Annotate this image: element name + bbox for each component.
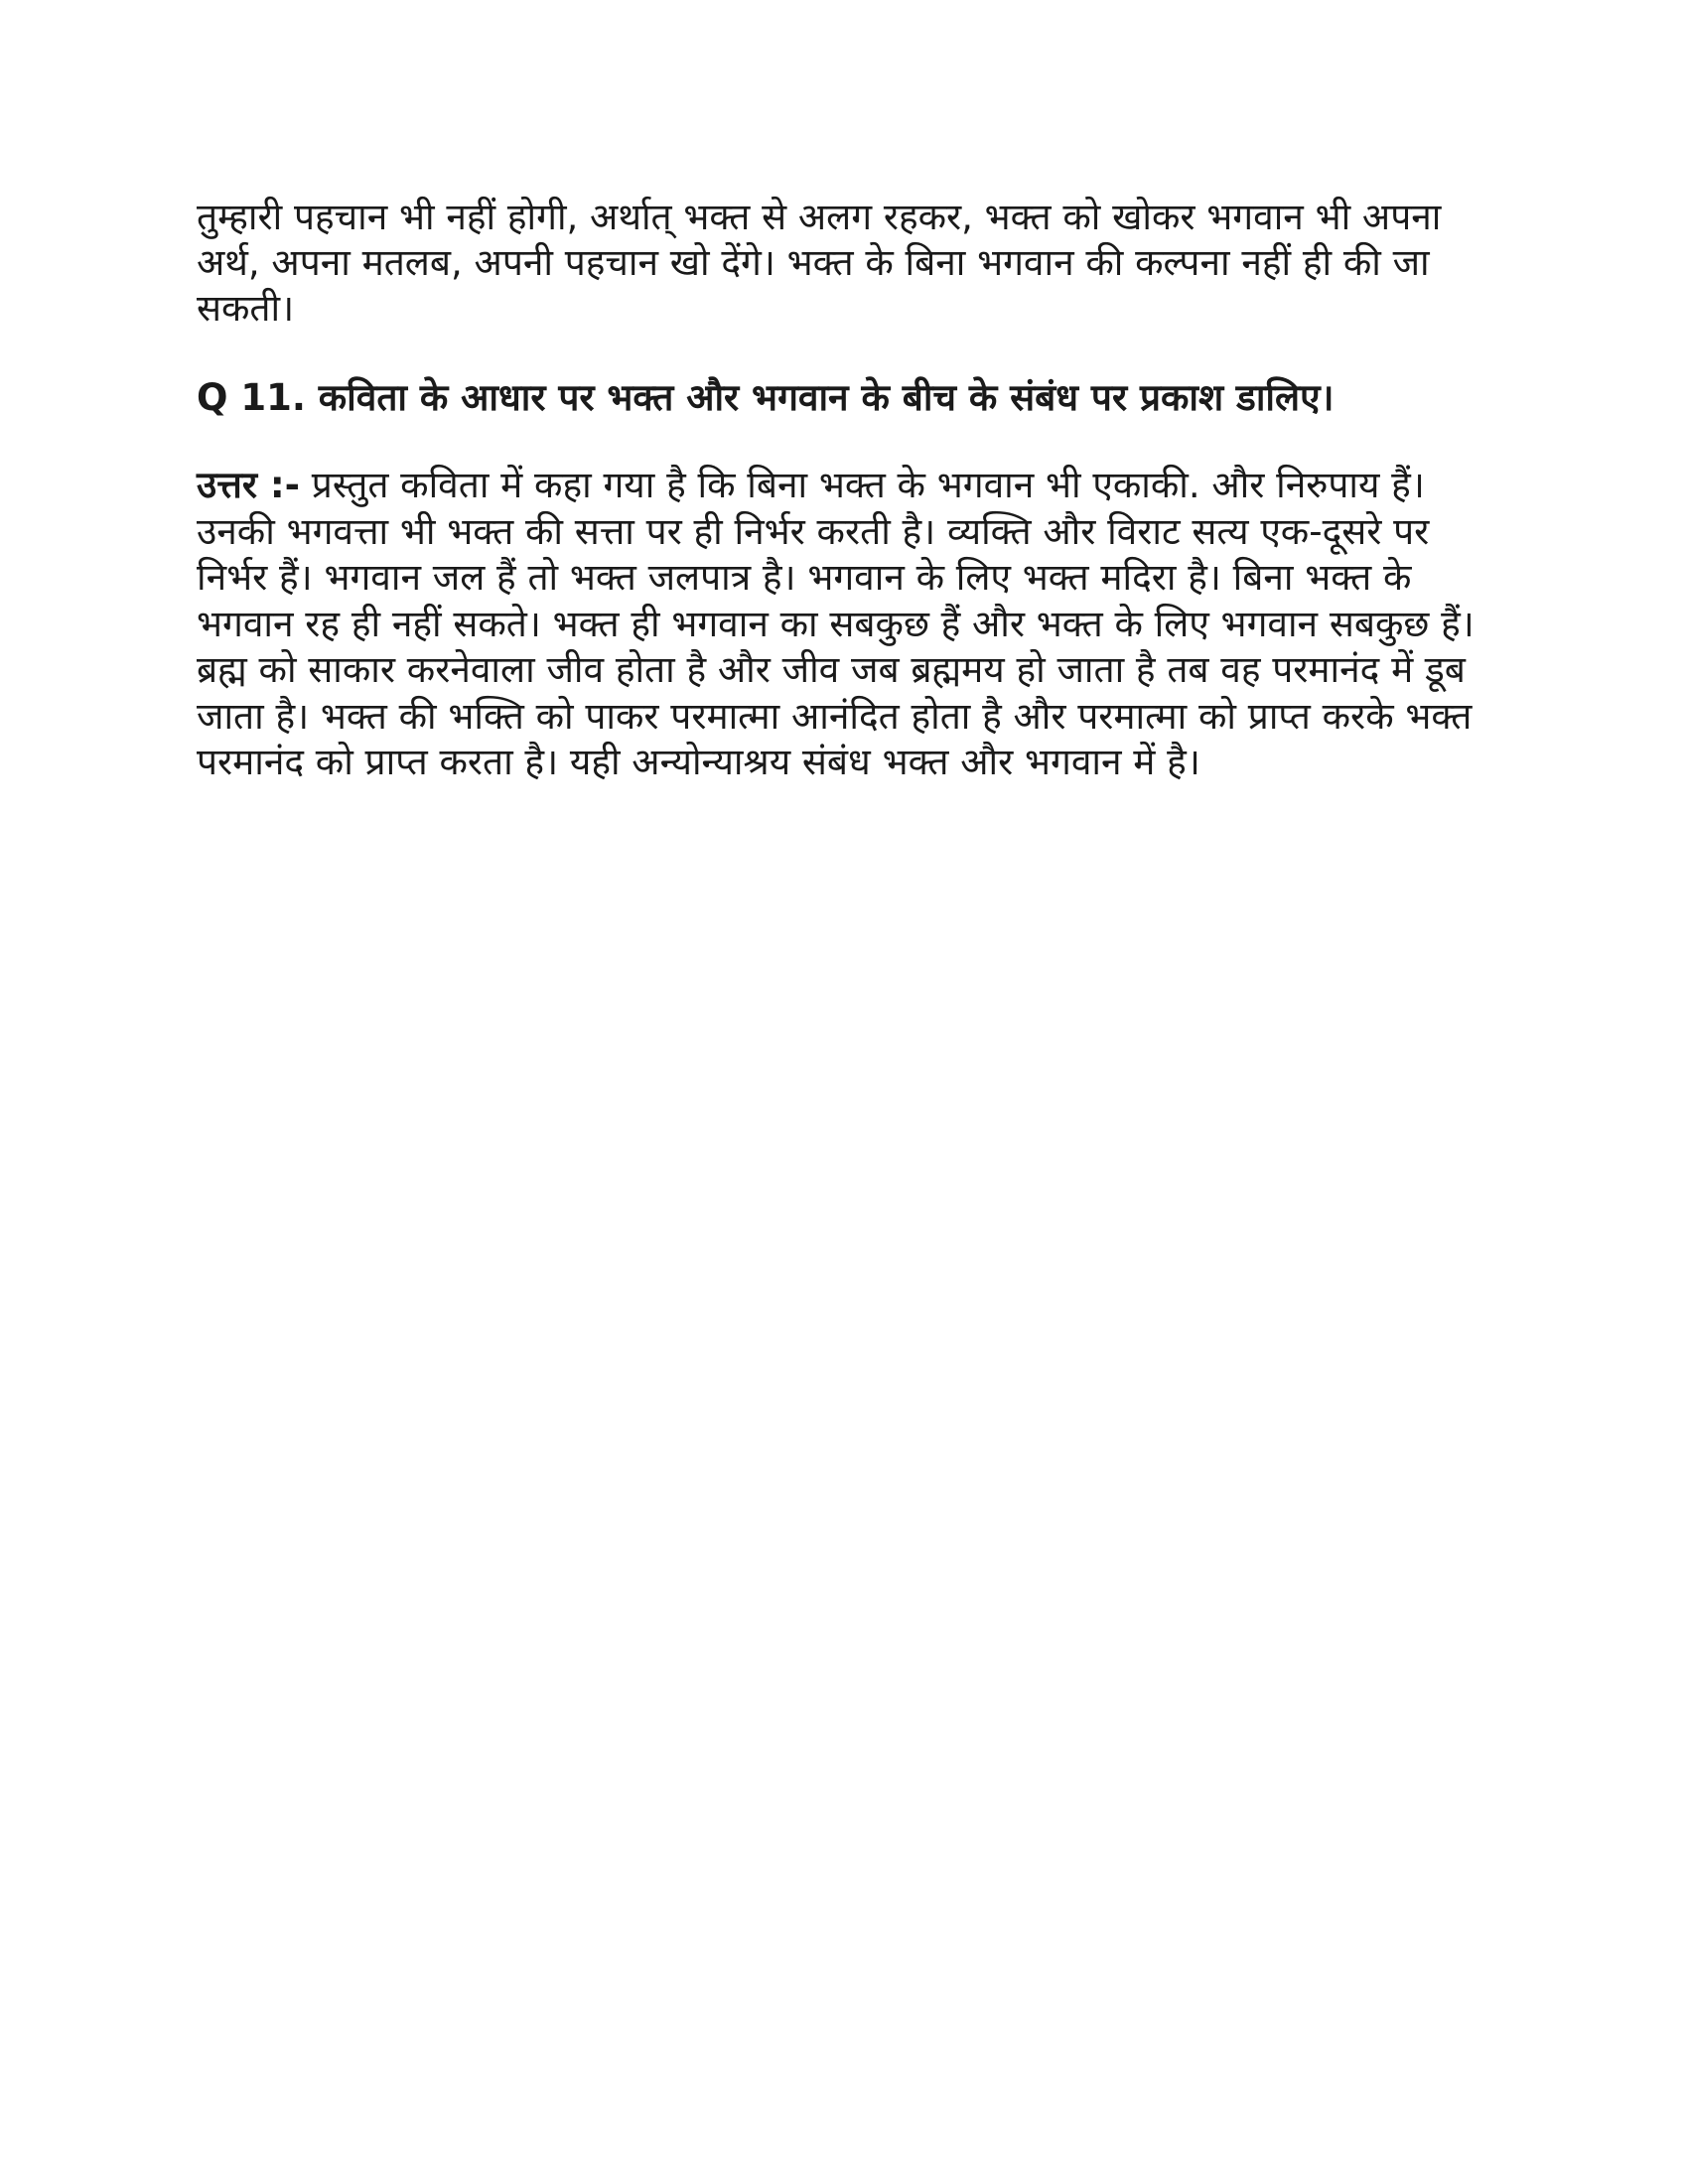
answer-label: उत्तर :-	[197, 464, 301, 506]
answer-paragraph	[197, 463, 1487, 786]
question-heading: Q 11. कविता के आधार पर भक्त और भगवान के बीच के संबंध पर प्रकाश डालिए।	[197, 376, 1335, 419]
document-page	[197, 195, 1487, 786]
continuation-paragraph: तुम्हारी पहचान भी नहीं होगी, अर्थात् भक्त से अलग रहकर, भक्त को खोकर भगवान भी अपना अर्थ, अपना मतलब, अपनी पहचान खो देंगे। भक्त के बिना भगवान की कल्पना नहीं ही की जा सकती।	[197, 196, 1442, 330]
answer-text: प्रस्तुत कविता में कहा गया है कि बिना भक्त के भगवान भी एकाकी. और निरुपाय हैं। उनकी भगवत्ता भी भक्त की सत्ता पर ही निर्भर करती है। व्यक्ति और विराट सत्य एक-दूसरे पर निर्भर हैं। भगवान जल हैं तो भक्त जलपात्र है। भगवान के लिए भक्त मदिरा है। बिना भक्त के भगवान रह ही नहीं सकते। भक्त ही भगवान का सबकुछ हैं और भक्त के लिए भगवान सबकुछ हैं। ब्रह्म को साकार करनेवाला जीव होता है और जीव जब ब्रह्ममय हो जाता है तब वह परमानंद में डूब जाता है। भक्त की भक्ति को पाकर परमात्मा आनंदित होता है और परमात्मा को प्राप्त करके भक्त परमानंद को प्राप्त करता है। यही अन्योन्याश्रय संबंध भक्त और भगवान में है।	[197, 464, 1475, 783]
